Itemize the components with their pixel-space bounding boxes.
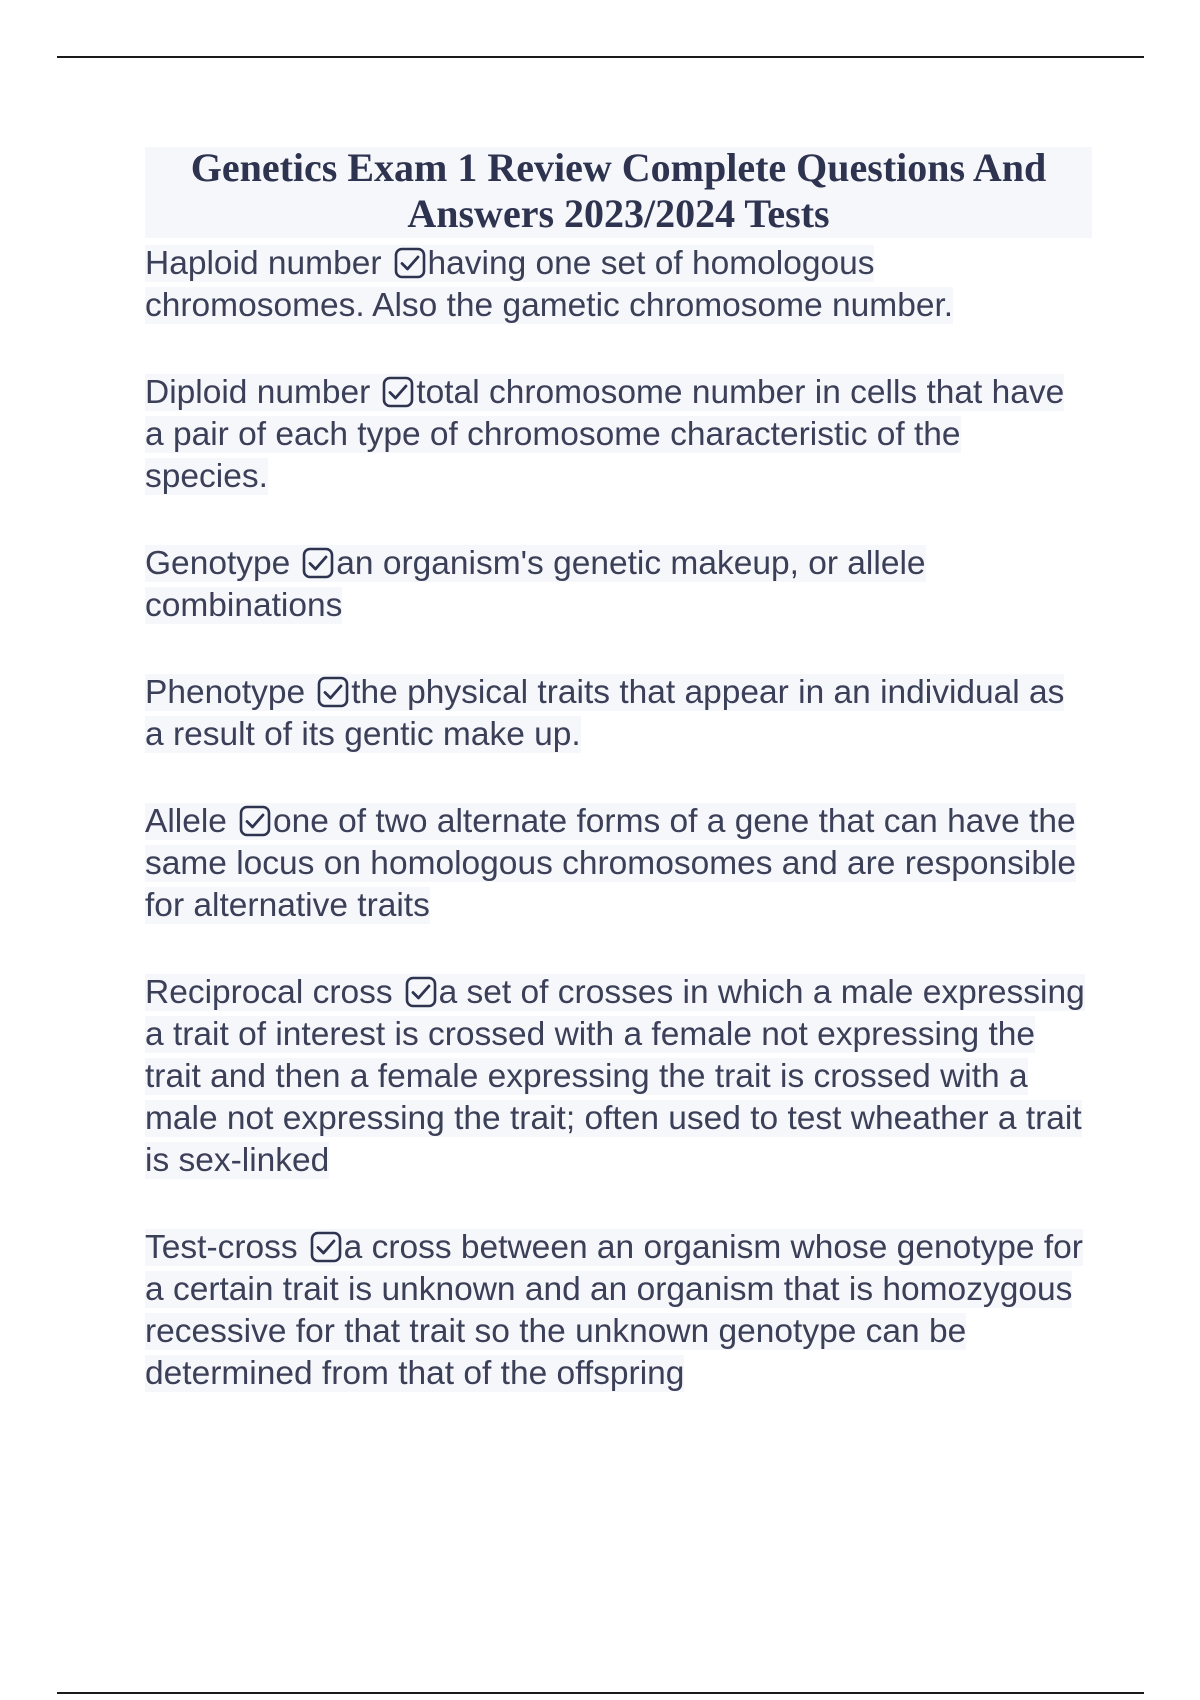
qa-list [145,243,1105,1440]
term: Haploid number [145,245,382,282]
qa-item-test-cross [145,1227,1085,1395]
term: Diploid number [145,374,371,411]
definition: the physical traits that appear in an individual as a result of its gentic make up. [145,674,1065,753]
definition: one of two alternate forms of a gene that can have the same locus on homologous chromosomes and are responsible for alternative traits [145,803,1077,924]
checkbox-checked-icon [405,976,437,1008]
qa-item-genotype [145,543,1085,627]
definition: a set of crosses in which a male expressing a trait of interest is crossed with a female not expressing the trait and then a female expressing the trait is crossed with a male not expressing the trait; often used to test wheather a trait is sex-linked [145,974,1085,1179]
checkbox-checked-icon [394,247,426,279]
checkbox-checked-icon [317,676,349,708]
term: Phenotype [145,674,306,711]
checkbox-checked-icon [310,1231,342,1263]
qa-item-haploid-number [145,243,1085,327]
qa-item-phenotype [145,672,1085,756]
document-title: Genetics Exam 1 Review Complete Questions And Answers 2023/2024 Tests [190,145,1047,236]
header-rule [57,56,1144,58]
term: Genotype [145,545,291,582]
qa-item-diploid-number [145,372,1085,498]
term: Reciprocal cross [145,974,393,1011]
qa-item-reciprocal-cross [145,972,1085,1182]
definition: a cross between an organism whose genotype for a certain trait is unknown and an organism that is homozygous recessive for that trait so the unknown genotype can be determined from that of the offspring [145,1229,1083,1392]
definition: total chromosome number in cells that have a pair of each type of chromosome characteristic of the species. [145,374,1065,495]
checkbox-checked-icon [302,547,334,579]
term: Test-cross [145,1229,298,1266]
definition: having one set of homologous chromosomes. Also the gametic chromosome number. [145,245,954,324]
term: Allele [145,803,227,840]
qa-item-allele [145,801,1085,927]
definition: an organism's genetic makeup, or allele combinations [145,545,926,624]
checkbox-checked-icon [239,805,271,837]
checkbox-checked-icon [382,376,414,408]
footer-rule [57,1692,1144,1694]
